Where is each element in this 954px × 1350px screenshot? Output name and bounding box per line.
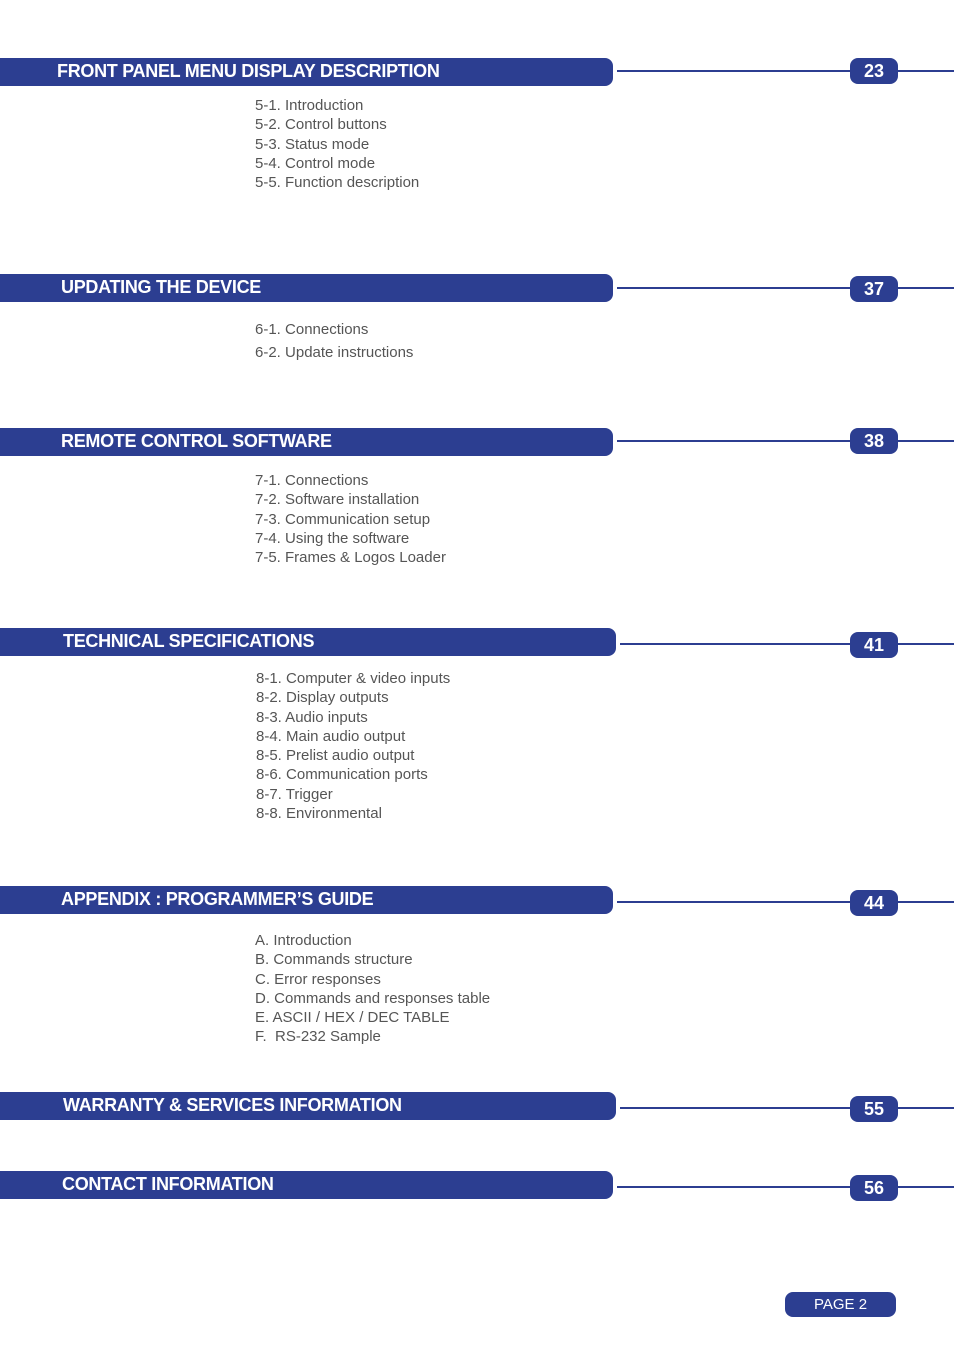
section-header-bar bbox=[0, 1171, 613, 1199]
page-number-badge: 38 bbox=[850, 428, 898, 454]
subsection-list bbox=[255, 318, 413, 364]
list-item: 6-2. Update instructions bbox=[255, 344, 414, 361]
list-item: 8-7. Trigger bbox=[256, 785, 333, 803]
leader-line bbox=[617, 1186, 954, 1188]
section-title: APPENDIX : PROGRAMMER’S GUIDE bbox=[61, 889, 374, 909]
list-item: E. ASCII / HEX / DEC TABLE bbox=[255, 1009, 450, 1027]
leader-line bbox=[620, 1107, 954, 1109]
list-item: D. Commands and responses table bbox=[255, 989, 491, 1007]
list-item: 7-4. Using the software bbox=[255, 529, 410, 547]
section-header-bar bbox=[0, 1092, 616, 1120]
list-item: 7-5. Frames & Logos Loader bbox=[255, 549, 446, 567]
section-header-bar bbox=[0, 428, 613, 456]
list-item: 8-1. Computer & video inputs bbox=[256, 670, 451, 687]
list-item: 5-2. Control buttons bbox=[255, 116, 387, 134]
page-number-badge: 37 bbox=[850, 276, 898, 302]
list-item: 5-3. Status mode bbox=[255, 135, 370, 153]
page-number-badge: 41 bbox=[850, 632, 898, 658]
section-title: WARRANTY & SERVICES INFORMATION bbox=[63, 1095, 402, 1115]
section-title: REMOTE CONTROL SOFTWARE bbox=[61, 431, 332, 451]
list-item: A. Introduction bbox=[255, 932, 352, 949]
page-number-badge: 55 bbox=[850, 1096, 898, 1122]
subsection-list bbox=[255, 931, 490, 1047]
page-number-badge: 23 bbox=[850, 58, 898, 84]
list-item: 7-3. Communication setup bbox=[255, 510, 431, 528]
list-item: 8-2. Display outputs bbox=[256, 689, 389, 707]
subsection-list bbox=[255, 471, 446, 567]
leader-line bbox=[617, 70, 954, 72]
list-item: 8-6. Communication ports bbox=[256, 766, 428, 784]
list-item: 5-5. Function description bbox=[255, 174, 420, 192]
list-item: 8-3. Audio inputs bbox=[256, 708, 368, 726]
list-item: 8-8. Environmental bbox=[256, 805, 382, 823]
list-item: 5-1. Introduction bbox=[255, 97, 364, 114]
list-item: 6-1. Connections bbox=[255, 321, 369, 338]
leader-line bbox=[617, 287, 954, 289]
list-item: 8-5. Prelist audio output bbox=[256, 747, 415, 765]
page-label-badge: PAGE 2 bbox=[785, 1292, 896, 1317]
list-item: 5-4. Control mode bbox=[255, 154, 376, 172]
subsection-list bbox=[256, 669, 450, 823]
leader-line bbox=[620, 643, 954, 645]
subsection-list bbox=[255, 96, 419, 192]
list-item: F. RS-232 Sample bbox=[255, 1028, 381, 1046]
leader-line bbox=[617, 901, 954, 903]
section-header-bar bbox=[0, 58, 613, 86]
leader-line bbox=[617, 440, 954, 442]
list-item: 7-2. Software installation bbox=[255, 491, 420, 509]
section-title: TECHNICAL SPECIFICATIONS bbox=[63, 631, 315, 651]
section-title: UPDATING THE DEVICE bbox=[61, 277, 261, 297]
list-item: 8-4. Main audio output bbox=[256, 727, 406, 745]
list-item: B. Commands structure bbox=[255, 951, 413, 969]
section-title: CONTACT INFORMATION bbox=[62, 1174, 274, 1194]
list-item: 7-1. Connections bbox=[255, 472, 369, 489]
section-title: FRONT PANEL MENU DISPLAY DESCRIPTION bbox=[57, 61, 440, 81]
page-number-badge: 44 bbox=[850, 890, 898, 916]
section-header-bar bbox=[0, 886, 613, 914]
section-header-bar bbox=[0, 274, 613, 302]
page-number-badge: 56 bbox=[850, 1175, 898, 1201]
section-header-bar bbox=[0, 628, 616, 656]
list-item: C. Error responses bbox=[255, 970, 381, 988]
